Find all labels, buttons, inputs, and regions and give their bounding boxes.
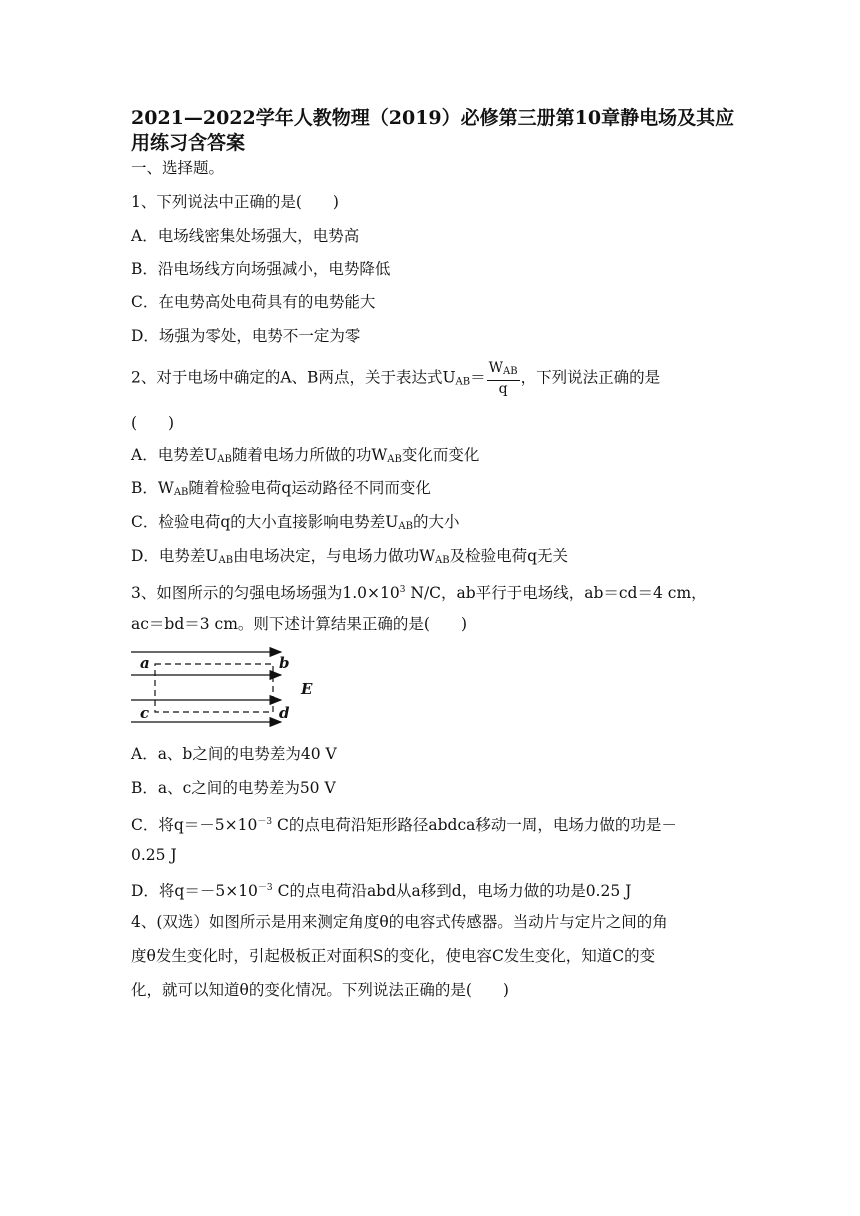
dashed-rectangle: [155, 664, 273, 712]
q2-frac-den: q: [498, 381, 508, 397]
q4-stem-line1: 4、(双选）如图所示是用来测定角度θ的电容式传感器。当动片与定片之间的角: [131, 913, 668, 931]
q2-option-b: B．$W_{AB}$随着检验电荷q运动路径不同而变化: [131, 479, 431, 498]
q2-option-c: C．检验电荷q的大小直接影响电势差$U_{AB}$的大小: [131, 513, 460, 532]
q1-option-a: A．电场线密集处场强大，电势高: [131, 227, 360, 245]
document-title: 2021—2022学年人教物理（2019）必修第三册第10章静电场及其应用练习含答案: [131, 107, 735, 154]
q1-option-c: C．在电势高处电荷具有的电势能大: [131, 293, 376, 311]
q2-option-a: A．电势差$U_{AB}$随着电场力所做的功$W_{AB}$变化而变化: [131, 446, 480, 465]
q2-stem: [131, 360, 660, 397]
q2-stem-post: ，下列说法正确的是: [520, 368, 661, 387]
q1-stem: 1、下列说法中正确的是( ): [131, 193, 339, 211]
label-b: b: [279, 654, 290, 672]
electric-field-figure: [131, 645, 331, 734]
label-E: E: [301, 680, 313, 698]
q2-frac-num: $W_{AB}$: [487, 360, 520, 381]
q1-option-b: B．沿电场线方向场强减小，电势降低: [131, 260, 391, 278]
q3-stem-line1: 3、如图所示的匀强电场场强为$1.0\times 10^3$ N/C，ab平行于电场线，ab＝cd＝4 cm，: [131, 584, 707, 602]
q2-fraction: [487, 360, 520, 397]
q3-option-c-cont: 0.25 J: [131, 846, 177, 864]
q2-stem-pre: 2、对于电场中确定的A、B两点，关于表达式U: [131, 368, 456, 387]
q3-option-b: B．a、c之间的电势差为50 V: [131, 779, 336, 797]
q3-option-d: D．将$q=-5\times 10^{-3}$ C的点电荷沿abd从a移到d，电场力做的功是0.25 J: [131, 882, 632, 900]
section-heading: 一、选择题。: [131, 159, 225, 177]
label-d: d: [279, 704, 290, 722]
q1-option-d: D．场强为零处，电势不一定为零: [131, 327, 361, 345]
q3-option-a: A．a、b之间的电势差为40 V: [131, 745, 337, 763]
q2-eq: ＝: [470, 368, 486, 387]
q2-option-d: D．电势差$U_{AB}$由电场决定，与电场力做功$W_{AB}$及检验电荷q无关: [131, 547, 569, 566]
label-c: c: [140, 704, 150, 722]
q4-stem-line2: 度θ发生变化时，引起极板正对面积S的变化，使电容C发生变化，知道C的变: [131, 947, 656, 965]
q3-stem-line2: ac＝bd＝3 cm。则下述计算结果正确的是( ): [131, 615, 468, 633]
q2-paren: ( ): [131, 414, 175, 432]
q3-option-c: C．将$q=-5\times 10^{-3}$ C的点电荷沿矩形路径abdca移动一周，电场力做的功是－: [131, 816, 677, 834]
q4-stem-line3: 化，就可以知道θ的变化情况。下列说法正确的是( ): [131, 981, 509, 999]
q2-sub: AB: [455, 376, 471, 388]
label-a: a: [140, 654, 150, 672]
